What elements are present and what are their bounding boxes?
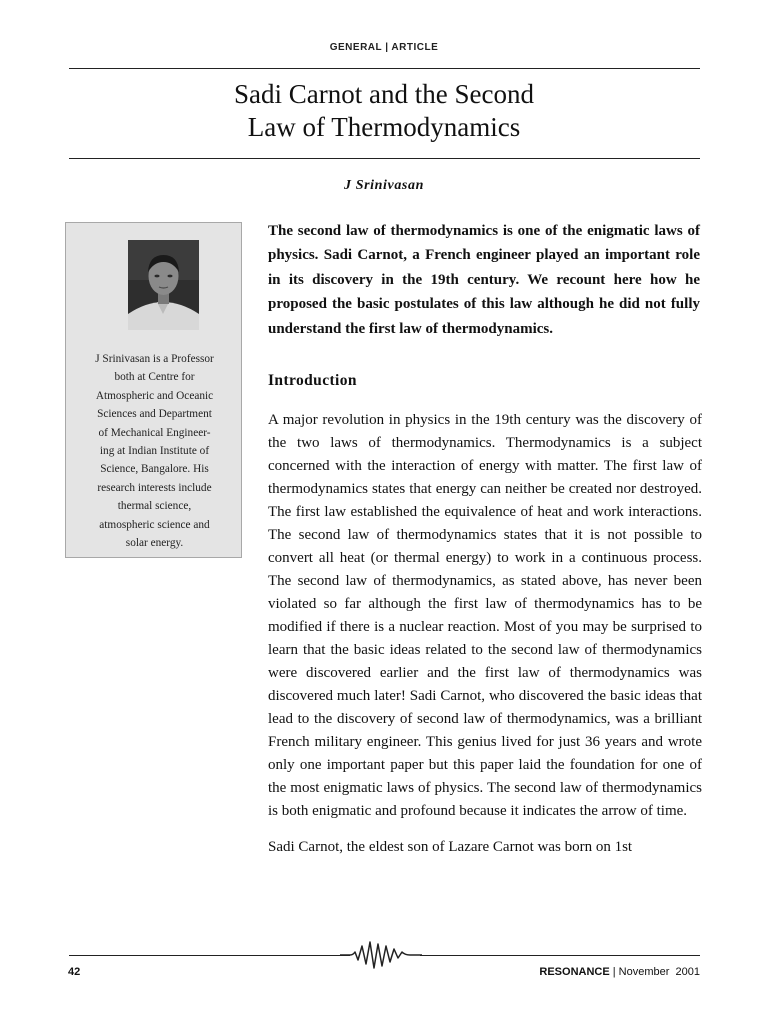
paragraph: Sadi Carnot, the eldest son of Lazare Carnot was born on 1st: [268, 839, 633, 855]
bio-line: atmospheric science and: [99, 518, 210, 531]
title-line-1: Sadi Carnot and the Second: [234, 79, 534, 109]
section-label: GENERAL | ARTICLE: [329, 42, 439, 53]
bio-line: Atmospheric and Oceanic: [95, 389, 214, 402]
author-photo: [128, 240, 199, 330]
bio-line: both at Centre for: [114, 371, 195, 384]
bio-line: ing at Indian Institute of: [99, 445, 210, 458]
bio-line: of Mechanical Engineer-: [98, 426, 211, 439]
section-heading: Introduction: [268, 372, 357, 389]
body-text: [268, 409, 702, 872]
author-sidebar: [65, 222, 242, 558]
abstract: The second law of thermodynamics is one of the enigmatic laws of physics. Sadi Carnot, a French engineer played an important role in its discovery in the 19th century. We recount here how he proposed the basic postulates of this law although he did not fully understand the first law of thermodynamics.: [268, 223, 700, 337]
top-rule: [69, 68, 700, 69]
bio-line: Sciences and Department: [97, 408, 212, 421]
title-rule: [69, 158, 700, 159]
bio-line: J Srinivasan is a Professor: [95, 353, 214, 365]
footer-rule-right: [420, 955, 700, 956]
bio-line: research interests include: [97, 481, 212, 494]
bio-line: thermal science,: [117, 500, 192, 513]
journal-separator: |: [609, 966, 619, 978]
page-number: 42: [68, 966, 81, 978]
journal-issue: November 2001: [618, 966, 700, 978]
footer-rule-left: [69, 955, 350, 956]
author-bio: [71, 350, 238, 552]
journal-citation: [539, 966, 700, 978]
bio-line: Science, Bangalore. His: [100, 463, 209, 476]
journal-name: RESONANCE: [539, 966, 610, 978]
title-line-2: Law of Thermodynamics: [247, 112, 521, 142]
paragraph: A major revolution in physics in the 19th century was the discovery of the two laws of thermodynamics. Thermodynamics is a subject concerned with the interaction of energy with matter. The first law of thermodynamics states that energy can neither be created nor destroyed. The first law established the equivalence of heat and work interactions. The second law of thermodynamics states that it is not possible to convert all heat (or thermal energy) to work in a continuous process. The second law of thermodynamics, as stated above, has never been violated so far although the first law of thermodynamics has to be modified if there is a nuclear reaction. Most of you may be surprised to learn that the basic ideas related to the second law of thermodynamics were discovered earlier and the first law of thermodynamics was discovered much later! Sadi Carnot, who discovered the basic ideas that lead to the discovery of second law of thermodynamics, was a brilliant French military engineer. This genius lived for just 36 years and wrote only one important paper but this paper laid the foundation for one of the most enigmatic laws of physics. The second law of thermodynamics is both enigmatic and profound because it indicates the arrow of time.: [268, 412, 702, 819]
author-name: J Srinivasan: [344, 178, 424, 193]
article-title: [0, 78, 768, 144]
bio-line: solar energy.: [125, 537, 184, 550]
wave-icon: [340, 940, 422, 970]
